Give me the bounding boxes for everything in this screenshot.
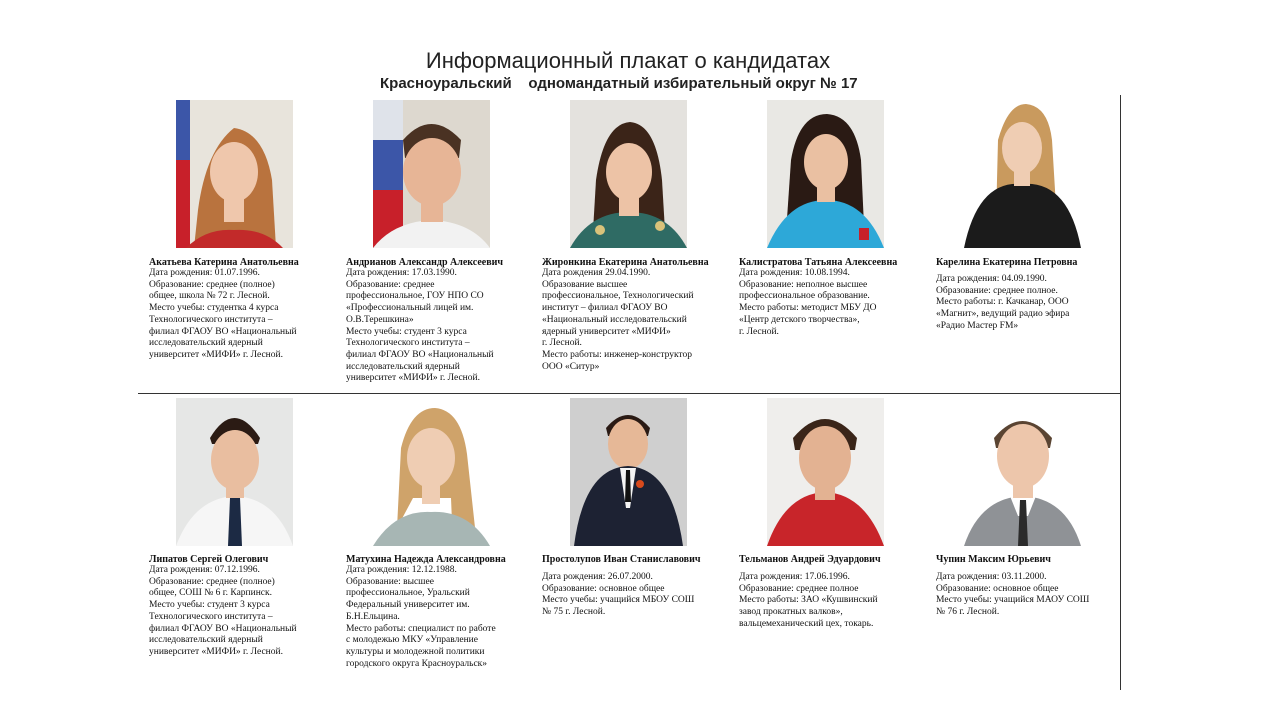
info-line: профессиональное образование. [739, 291, 870, 302]
info-line: Образование: среднее полное [739, 583, 859, 594]
candidate-name: Липатов Сергей Олегович [149, 554, 269, 565]
info-line: Образование: основное общее [542, 583, 665, 594]
info-line: г. Лесной. [739, 326, 779, 337]
info-line: культуры и молодежной политики [346, 646, 485, 657]
info-line: Образование: среднее полное. [936, 285, 1058, 296]
info-line: Дата рождения: 03.11.2000. [936, 572, 1047, 582]
info-line: Образование: среднее (полное) [149, 279, 275, 290]
info-line: университет «МИФИ» г. Лесной. [346, 373, 480, 384]
info-line: Образование: высшее [346, 576, 434, 587]
info-line: вальцемеханический цех, токарь. [739, 618, 874, 629]
info-line: «Центр детского творчества», [739, 314, 860, 325]
candidate-photo [767, 398, 884, 546]
info-line: филиал ФГАОУ ВО «Национальный [149, 623, 297, 634]
info-line: «Магнит», ведущий радио эфира [936, 309, 1070, 320]
candidate-name: Акатьева Катерина Анатольевна [149, 257, 299, 268]
info-line: г. Лесной. [542, 338, 582, 349]
info-line: Место работы: г. Качканар, ООО [936, 297, 1069, 308]
candidate-name: Андрианов Александр Алексеевич [346, 257, 504, 268]
info-line: Место учебы: учащийся МАОУ СОШ [936, 595, 1090, 606]
info-line: № 75 г. Лесной. [542, 607, 606, 618]
info-line: «Профессиональный лицей им. [346, 303, 474, 314]
candidate-info [936, 274, 1114, 333]
candidate-info [739, 572, 917, 631]
info-line: Дата рождения: 17.06.1996. [739, 572, 850, 582]
info-line: Технологического института – [149, 314, 273, 325]
info-line: общее, СОШ № 6 г. Карпинск. [149, 588, 273, 599]
info-line: Образование: неполное высшее [739, 279, 868, 290]
info-line: университет «МИФИ» г. Лесной. [149, 349, 283, 360]
info-line: Образование: среднее (полное) [149, 576, 275, 587]
info-line: Место работы: ЗАО «Кушвинский [739, 595, 878, 606]
info-line: Дата рождения: 01.07.1996. [149, 268, 260, 278]
info-line: Федеральный университет им. [346, 600, 470, 611]
candidate-photo [373, 100, 490, 248]
info-line: Дата рождения: 17.03.1990. [346, 268, 457, 278]
info-line: Технологического института – [149, 611, 273, 622]
candidate-info [346, 565, 524, 670]
info-line: городского округа Красноуральск» [346, 658, 488, 669]
info-line: исследовательский ядерный [346, 361, 460, 372]
info-line: филиал ФГАОУ ВО «Национальный [346, 349, 494, 360]
candidate-name: Чупин Максим Юрьевич [936, 554, 1051, 565]
candidate-photo [373, 398, 490, 546]
info-line: Место учебы: студент 3 курса [346, 326, 467, 337]
candidate-photo [964, 398, 1081, 546]
page-title: Информационный плакат о кандидатах [425, 48, 831, 73]
info-line: Образование: среднее [346, 279, 435, 290]
candidate-info [149, 565, 327, 659]
candidate-photo [570, 100, 687, 248]
candidate-name: Тельманов Андрей Эдуардович [739, 554, 881, 565]
info-line: О.В.Терешкина» [346, 314, 414, 325]
info-line: Образование высшее [542, 279, 628, 290]
candidate-name: Калистратова Татьяна Алексеевна [739, 257, 898, 268]
info-line: Место учебы: учащийся МБОУ СОШ [542, 595, 695, 606]
info-line: Дата рождения: 07.12.1996. [149, 565, 260, 575]
candidate-photo [176, 398, 293, 546]
info-line: Место работы: инженер-конструктор [542, 349, 692, 360]
info-line: общее, школа № 72 г. Лесной. [149, 291, 270, 302]
info-line: ООО «Ситур» [542, 361, 600, 372]
info-line: Дата рождения: 10.08.1994. [739, 268, 850, 278]
info-line: университет «МИФИ» г. Лесной. [149, 646, 283, 657]
candidate-name: Карелина Екатерина Петровна [936, 257, 1078, 268]
candidate-info [542, 268, 720, 373]
info-line: «Радио Мастер FM» [936, 320, 1019, 331]
candidate-photo [964, 100, 1081, 248]
info-line: Место работы: методист МБУ ДО [739, 303, 877, 314]
info-line: профессиональное, ГОУ НПО СО [346, 291, 484, 302]
info-line: исследовательский ядерный [149, 635, 263, 646]
info-line: Место учебы: студент 3 курса [149, 600, 270, 611]
info-line: Дата рождения 29.04.1990. [542, 268, 651, 278]
info-line: Б.Н.Ельцина. [346, 611, 400, 622]
candidate-name: Матухина Надежда Александровна [346, 554, 506, 565]
candidate-photo [570, 398, 687, 546]
candidate-info [542, 572, 720, 619]
info-line: № 76 г. Лесной. [936, 607, 1000, 618]
info-line: профессиональное, Технологический [542, 291, 694, 302]
info-line: Место работы: специалист по работе [346, 623, 496, 634]
info-line: профессиональное, Уральский [346, 588, 470, 599]
vertical-divider [1120, 95, 1121, 690]
info-line: Место учебы: студентка 4 курса [149, 303, 279, 314]
candidate-info [346, 268, 524, 385]
info-line: ядерный университет «МИФИ» [542, 326, 671, 337]
info-line: Дата рождения: 04.09.1990. [936, 274, 1047, 284]
info-line: Дата рождения: 26.07.2000. [542, 572, 653, 582]
info-line: «Национальный исследовательский [542, 314, 687, 325]
info-line: филиал ФГАОУ ВО «Национальный [149, 326, 297, 337]
candidate-photo [767, 100, 884, 248]
candidate-info [739, 268, 917, 338]
info-line: завод прокатных валков», [739, 607, 843, 618]
candidate-photo [176, 100, 293, 248]
page-subtitle: Красноуральский одномандатный избирательный округ № 17 [380, 75, 858, 92]
info-line: с молодежью МКУ «Управление [346, 635, 478, 646]
info-line: Образование: основное общее [936, 583, 1059, 594]
info-line: Дата рождения: 12.12.1988. [346, 565, 457, 575]
horizontal-divider [138, 393, 1120, 394]
candidate-info [936, 572, 1114, 619]
info-line: институт – филиал ФГАОУ ВО [542, 303, 668, 314]
candidate-name: Простолупов Иван Станиславович [542, 554, 701, 565]
info-line: Технологического института – [346, 338, 470, 349]
candidate-info [149, 268, 327, 362]
info-line: исследовательский ядерный [149, 338, 263, 349]
candidate-name: Жиронкина Екатерина Анатольевна [542, 257, 709, 268]
